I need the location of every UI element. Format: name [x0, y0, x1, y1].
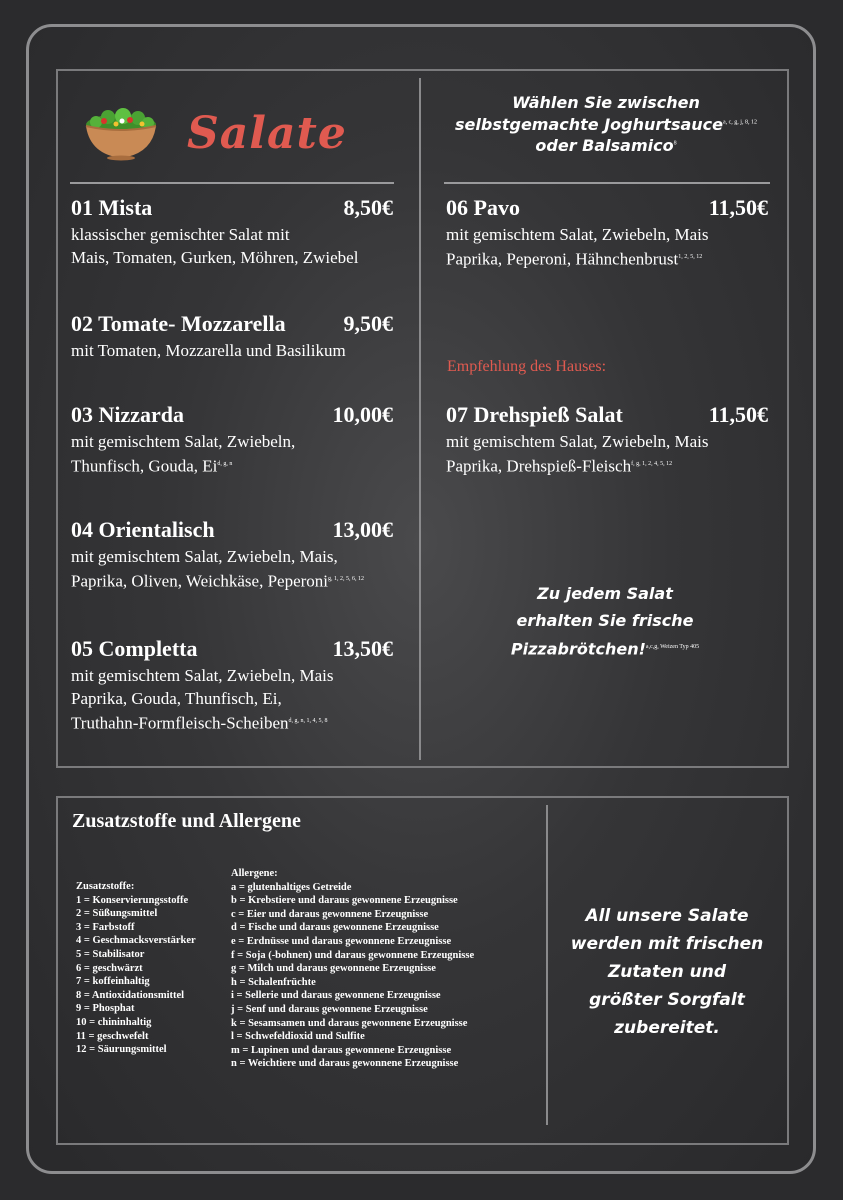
item-price: 10,00€ — [332, 402, 393, 427]
additives-list — [76, 880, 196, 1057]
additive-item: 9 = Phosphat — [76, 1003, 135, 1015]
item-description: klassischer gemischter Salat mit Mais, Tomaten, Gurken, Möhren, Zwiebel — [71, 225, 359, 267]
menu-item — [71, 517, 393, 593]
item-price: 11,50€ — [708, 402, 768, 427]
item-price: 13,00€ — [332, 517, 393, 542]
item-name: 04 Orientalisch — [71, 517, 215, 542]
allergen-item: k = Sesamsamen und daraus gewonnene Erzeugnisse — [231, 1017, 468, 1029]
item-description: mit gemischtem Salat, Zwiebeln, Mais Paprika, Drehspieß-Fleisch$^{f, g, 1, 2, 4, 5, 12}$ — [446, 432, 709, 476]
additive-item: 3 = Farbstoff — [76, 921, 135, 933]
item-description: mit gemischtem Salat, Zwiebeln, Mais Paprika, Gouda, Thunfisch, Ei, Truthahn-Formfleisch-Scheiben$^{d, g, n, 1, 4, 5, 8}$ — [71, 666, 334, 733]
allergens-heading: Allergene: — [231, 868, 278, 879]
allergen-title: Zusatzstoffe und Allergene — [72, 810, 301, 832]
item-description: mit gemischtem Salat, Zwiebeln, Mais, Paprika, Oliven, Weichkäse, Peperoni$^{g, 1, 2, 5, 6, 12}$ — [71, 547, 365, 591]
menu-item — [446, 195, 768, 271]
menu-item — [71, 195, 393, 269]
allergen-item: g = Milch und daraus gewonnene Erzeugnisse — [231, 963, 436, 975]
additive-item: 1 = Konservierungsstoffe — [76, 894, 189, 906]
additive-item: 7 = koffeinhaltig — [76, 976, 150, 988]
allergen-item: l = Schwefeldioxid und Sulfite — [231, 1031, 365, 1043]
item-name: 07 Drehspieß Salat — [446, 402, 623, 427]
dressing-line: selbstgemachte Joghurtsauce$^{a, c, g, j, 8, 12}$ — [455, 114, 757, 134]
allergen-item: j = Senf und daraus gewonnene Erzeugnisse — [231, 1003, 428, 1015]
bread-note: Zu jedem Salat erhalten Sie frische Pizzabrötchen!$^{a,c,g, Weizen Typ 405}$ — [510, 584, 700, 659]
additive-item: 10 = chininhaltig — [76, 1016, 152, 1028]
menu-item — [71, 402, 393, 478]
item-price: 8,50€ — [343, 195, 393, 220]
additive-item: 4 = Geschmacksverstärker — [76, 935, 196, 947]
dressing-note — [440, 92, 772, 157]
item-price: 13,50€ — [332, 636, 393, 661]
allergen-sup: d, g, n — [217, 461, 233, 467]
item-name: 02 Tomate- Mozzarella — [71, 311, 286, 336]
additive-item: 12 = Säurungsmittel — [76, 1044, 167, 1056]
menu-item — [446, 402, 768, 478]
page-title: Salate — [187, 108, 347, 159]
additives-heading: Zusatzstoffe: — [76, 881, 135, 892]
dressing-allergen-sup: 8 — [673, 140, 677, 147]
item-price: 11,50€ — [708, 195, 768, 220]
house-recommendation: Empfehlung des Hauses: — [447, 358, 607, 375]
allergen-item: a = glutenhaltiges Getreide — [231, 881, 352, 893]
additive-item: 5 = Stabilisator — [76, 948, 145, 960]
item-description: mit gemischtem Salat, Zwiebeln, Thunfisch, Gouda, Ei$^{d, g, n}$ — [71, 432, 296, 476]
allergen-item: i = Sellerie und daraus gewonnene Erzeugnisse — [231, 990, 441, 1002]
allergen-item: f = Soja (-bohnen) und daraus gewonnene Erzeugnisse — [231, 949, 475, 961]
item-description: mit Tomaten, Mozzarella und Basilikum — [71, 341, 346, 360]
dressing-allergen-sup: a, c, g, j, 8, 12 — [722, 119, 757, 126]
allergen-sup: f, g, 1, 2, 4, 5, 12 — [631, 461, 673, 467]
menu-item — [71, 311, 393, 362]
additive-item: 6 = geschwärzt — [76, 962, 143, 974]
allergen-item: n = Weichtiere und daraus gewonnene Erzeugnisse — [231, 1058, 459, 1070]
item-description: mit gemischtem Salat, Zwiebeln, Mais Paprika, Peperoni, Hähnchenbrust$^{1, 2, 5, 12}$ — [446, 225, 709, 269]
additive-item: 11 = geschwefelt — [76, 1030, 149, 1042]
allergen-item: m = Lupinen und daraus gewonnene Erzeugnisse — [231, 1044, 452, 1056]
left-header-rule — [70, 182, 394, 184]
item-name: 05 Completta — [71, 636, 198, 661]
allergens-list — [231, 867, 474, 1071]
salad-bowl-icon — [82, 104, 160, 162]
bread-allergen-sup: a,c,g, Weizen Typ 405 — [645, 644, 700, 650]
right-header-rule — [444, 182, 770, 184]
allergen-item: b = Krebstiere und daraus gewonnene Erzeugnisse — [231, 895, 458, 907]
item-name: 06 Pavo — [446, 195, 520, 220]
allergen-sup: d, g, n, 1, 4, 5, 8 — [288, 718, 328, 724]
quality-note: All unsere Salate werden mit frischen Zutaten und größter Sorgfalt zubereitet. — [570, 906, 764, 1038]
allergen-sup: 1, 2, 5, 12 — [678, 254, 703, 260]
dressing-line: oder Balsamico$^8$ — [535, 136, 677, 156]
additive-item: 8 = Antioxidationsmittel — [76, 989, 185, 1001]
dressing-line: Wählen Sie zwischen — [512, 93, 700, 112]
allergen-item: c = Eier und daraus gewonnene Erzeugnisse — [231, 908, 429, 920]
allergen-item: d = Fische und daraus gewonnene Erzeugnisse — [231, 922, 439, 934]
column-divider — [419, 78, 421, 760]
item-name: 01 Mista — [71, 195, 153, 220]
menu-item — [71, 636, 393, 735]
bottom-divider — [546, 805, 548, 1125]
allergen-item: h = Schalenfrüchte — [231, 976, 316, 988]
allergen-item: e = Erdnüsse und daraus gewonnene Erzeugnisse — [231, 935, 452, 947]
additive-item: 2 = Süßungsmittel — [76, 908, 158, 920]
item-price: 9,50€ — [343, 311, 393, 336]
item-name: 03 Nizzarda — [71, 402, 185, 427]
allergen-sup: g, 1, 2, 5, 6, 12 — [328, 576, 365, 582]
